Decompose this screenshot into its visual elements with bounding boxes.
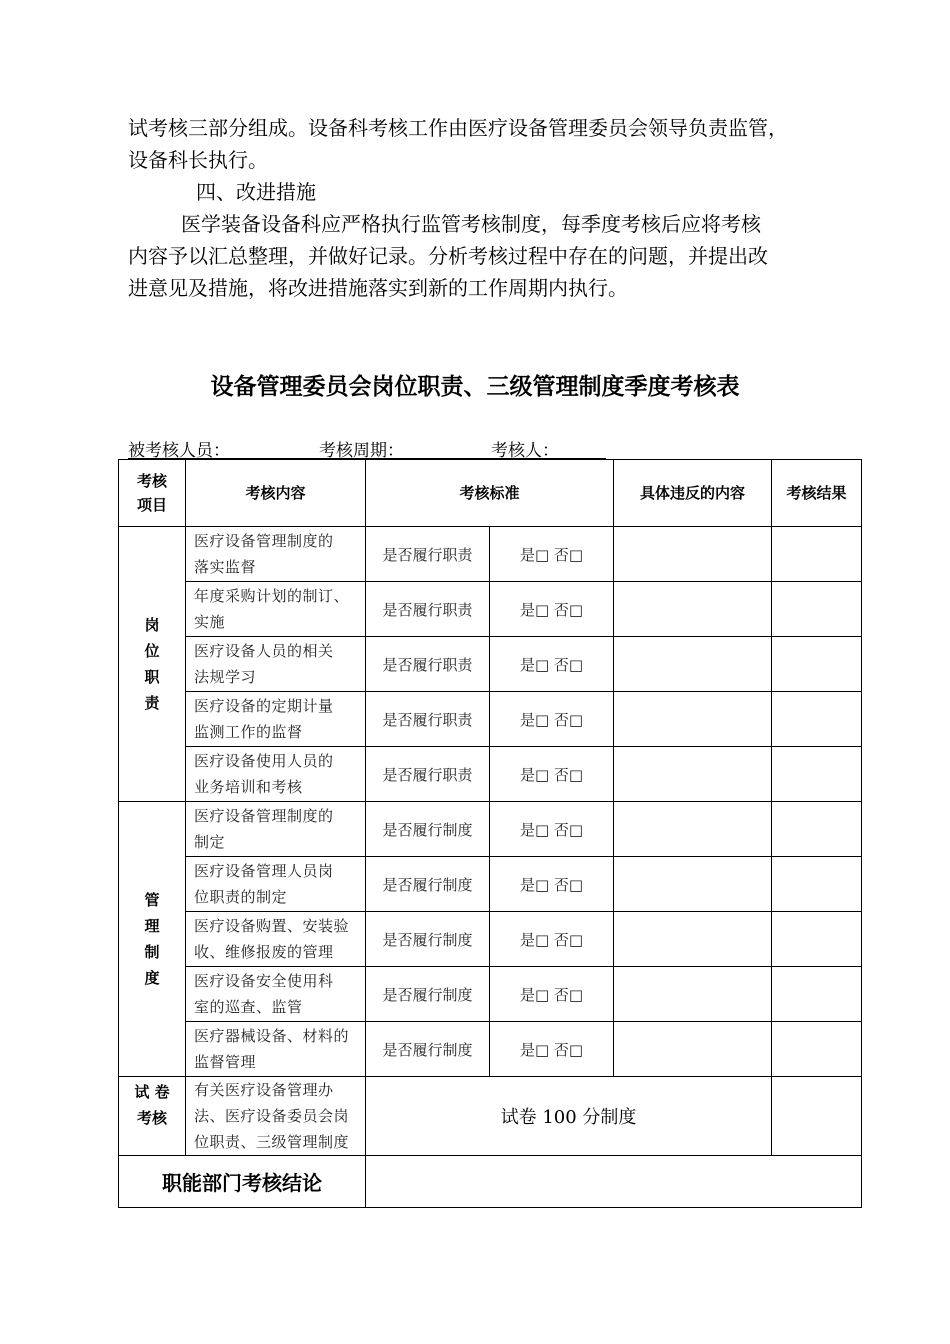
- yes-no-checkbox[interactable]: 是□ 否□: [490, 692, 614, 747]
- yes-no-checkbox[interactable]: 是□ 否□: [490, 747, 614, 802]
- result-cell[interactable]: [772, 967, 862, 1022]
- content-line: 医疗设备管理人员岗: [194, 862, 334, 880]
- group-label-duties: [119, 527, 186, 802]
- content-cell: [186, 912, 366, 967]
- content-cell: [186, 692, 366, 747]
- content-line: 实施: [194, 613, 226, 631]
- content-line: 业务培训和考核: [194, 778, 303, 796]
- group-char: 度: [144, 969, 160, 987]
- standard-cell: 是否履行制度: [366, 912, 490, 967]
- yes-no-checkbox[interactable]: 是□ 否□: [490, 527, 614, 582]
- group-char: 制: [144, 943, 160, 961]
- table-row: [119, 582, 862, 637]
- table-row: [119, 967, 862, 1022]
- group-char: 职: [144, 668, 160, 686]
- content-line: 位职责、三级管理制度: [194, 1133, 350, 1151]
- group-char: 岗: [144, 616, 160, 634]
- result-cell[interactable]: [772, 637, 862, 692]
- paragraph-line: 设备科长执行。: [128, 148, 268, 172]
- content-cell: [186, 747, 366, 802]
- table-row: [119, 747, 862, 802]
- assessment-period-label: 考核周期：: [319, 441, 404, 461]
- content-line: 室的巡查、监管: [194, 998, 303, 1016]
- content-cell: [186, 582, 366, 637]
- paragraph-2: [128, 208, 768, 304]
- standard-cell: 是否履行制度: [366, 802, 490, 857]
- paragraph-line: 医学装备设备科应严格执行监管考核制度，每季度考核后应将考核: [181, 212, 761, 236]
- standard-cell: 是否履行职责: [366, 582, 490, 637]
- content-line: 医疗设备管理制度的: [194, 807, 334, 825]
- table-row: [119, 1022, 862, 1077]
- standard-cell: 是否履行职责: [366, 747, 490, 802]
- result-cell[interactable]: [772, 912, 862, 967]
- content-cell: [186, 1022, 366, 1077]
- exam-row: [119, 1077, 862, 1156]
- content-line: 医疗设备的定期计量: [194, 697, 334, 715]
- result-cell[interactable]: [772, 582, 862, 637]
- group-char: 位: [144, 642, 160, 660]
- table-row: [119, 857, 862, 912]
- yes-no-checkbox[interactable]: 是□ 否□: [490, 802, 614, 857]
- standard-cell: 是否履行职责: [366, 692, 490, 747]
- paragraph-1: [128, 112, 788, 176]
- table-row: [119, 527, 862, 582]
- section-heading-text: 四、改进措施: [196, 180, 316, 204]
- content-cell: [186, 802, 366, 857]
- conclusion-row: [119, 1156, 862, 1208]
- content-line: 落实监督: [194, 558, 257, 576]
- content-line: 医疗设备人员的相关: [194, 642, 334, 660]
- group-char: 管: [144, 891, 160, 909]
- header-result: 考核结果: [772, 460, 862, 527]
- paragraph-line: 内容予以汇总整理，并做好记录。分析考核过程中存在的问题，并提出改: [128, 244, 768, 268]
- table-row: [119, 637, 862, 692]
- section-heading: [196, 176, 316, 208]
- content-cell: [186, 527, 366, 582]
- result-cell[interactable]: [772, 857, 862, 912]
- violation-cell[interactable]: [614, 582, 772, 637]
- group-char: 责: [144, 694, 160, 712]
- header-item-line: 项目: [136, 496, 167, 514]
- violation-cell[interactable]: [614, 527, 772, 582]
- content-line: 有关医疗设备管理办: [194, 1081, 334, 1099]
- exam-label-line: 考核: [136, 1109, 167, 1127]
- content-line: 医疗设备安全使用科: [194, 972, 334, 990]
- table-row: [119, 912, 862, 967]
- yes-no-checkbox[interactable]: 是□ 否□: [490, 1022, 614, 1077]
- violation-cell[interactable]: [614, 637, 772, 692]
- table-row: [119, 802, 862, 857]
- form-title: 设备管理委员会岗位职责、三级管理制度季度考核表: [210, 374, 740, 400]
- content-line: 法、医疗设备委员会岗: [194, 1107, 350, 1125]
- result-cell[interactable]: [772, 1022, 862, 1077]
- header-standard: 考核标准: [366, 460, 614, 527]
- content-line: 法规学习: [194, 668, 257, 686]
- yes-no-checkbox[interactable]: 是□ 否□: [490, 637, 614, 692]
- content-line: 医疗设备使用人员的: [194, 752, 334, 770]
- table-row: [119, 692, 862, 747]
- standard-cell: 是否履行职责: [366, 637, 490, 692]
- paragraph-line: 进意见及措施，将改进措施落实到新的工作周期内执行。: [128, 276, 628, 300]
- result-cell[interactable]: [772, 802, 862, 857]
- content-line: 医疗器械设备、材料的: [194, 1027, 350, 1045]
- header-item-line: 考核: [136, 472, 167, 490]
- content-line: 年度采购计划的制订、: [194, 587, 350, 605]
- yes-no-checkbox[interactable]: 是□ 否□: [490, 967, 614, 1022]
- content-line: 收、维修报废的管理: [194, 943, 334, 961]
- violation-cell[interactable]: [614, 1022, 772, 1077]
- content-line: 位职责的制定: [194, 888, 288, 906]
- group-char: 理: [144, 917, 160, 935]
- yes-no-checkbox[interactable]: 是□ 否□: [490, 582, 614, 637]
- conclusion-label: 职能部门考核结论: [119, 1156, 366, 1208]
- conclusion-cell[interactable]: [366, 1156, 862, 1208]
- header-content: 考核内容: [186, 460, 366, 527]
- header-row: [119, 460, 862, 527]
- header-item: [119, 460, 186, 527]
- exam-standard-cell: 试卷 100 分制度: [366, 1077, 772, 1156]
- result-cell[interactable]: [772, 527, 862, 582]
- assessment-table: [118, 459, 862, 1208]
- content-cell: [186, 967, 366, 1022]
- violation-cell[interactable]: [614, 802, 772, 857]
- group-label-system: [119, 802, 186, 1077]
- violation-cell[interactable]: [614, 692, 772, 747]
- content-cell: [186, 637, 366, 692]
- standard-cell: 是否履行制度: [366, 1022, 490, 1077]
- group-label-exam: [119, 1077, 186, 1156]
- paragraph-line: 试考核三部分组成。设备科考核工作由医疗设备管理委员会领导负责监管，: [128, 116, 788, 140]
- content-line: 制定: [194, 833, 226, 851]
- violation-cell[interactable]: [614, 912, 772, 967]
- violation-cell[interactable]: [614, 857, 772, 912]
- content-line: 医疗设备管理制度的: [194, 532, 334, 550]
- violation-cell[interactable]: [614, 747, 772, 802]
- yes-no-checkbox[interactable]: 是□ 否□: [490, 857, 614, 912]
- exam-content-cell: [186, 1077, 366, 1156]
- exam-label-line: 试 卷: [134, 1083, 170, 1101]
- violation-cell[interactable]: [614, 967, 772, 1022]
- header-violation: 具体违反的内容: [614, 460, 772, 527]
- standard-cell: 是否履行制度: [366, 967, 490, 1022]
- yes-no-checkbox[interactable]: 是□ 否□: [490, 912, 614, 967]
- content-line: 监督管理: [194, 1053, 257, 1071]
- assessed-person-label: 被考核人员：: [128, 441, 230, 461]
- content-line: 监测工作的监督: [194, 723, 303, 741]
- exam-result-cell[interactable]: [772, 1077, 862, 1156]
- standard-cell: 是否履行制度: [366, 857, 490, 912]
- result-cell[interactable]: [772, 747, 862, 802]
- content-line: 医疗设备购置、安装验: [194, 917, 350, 935]
- assessor-label: 考核人：: [491, 441, 559, 461]
- result-cell[interactable]: [772, 692, 862, 747]
- content-cell: [186, 857, 366, 912]
- standard-cell: 是否履行职责: [366, 527, 490, 582]
